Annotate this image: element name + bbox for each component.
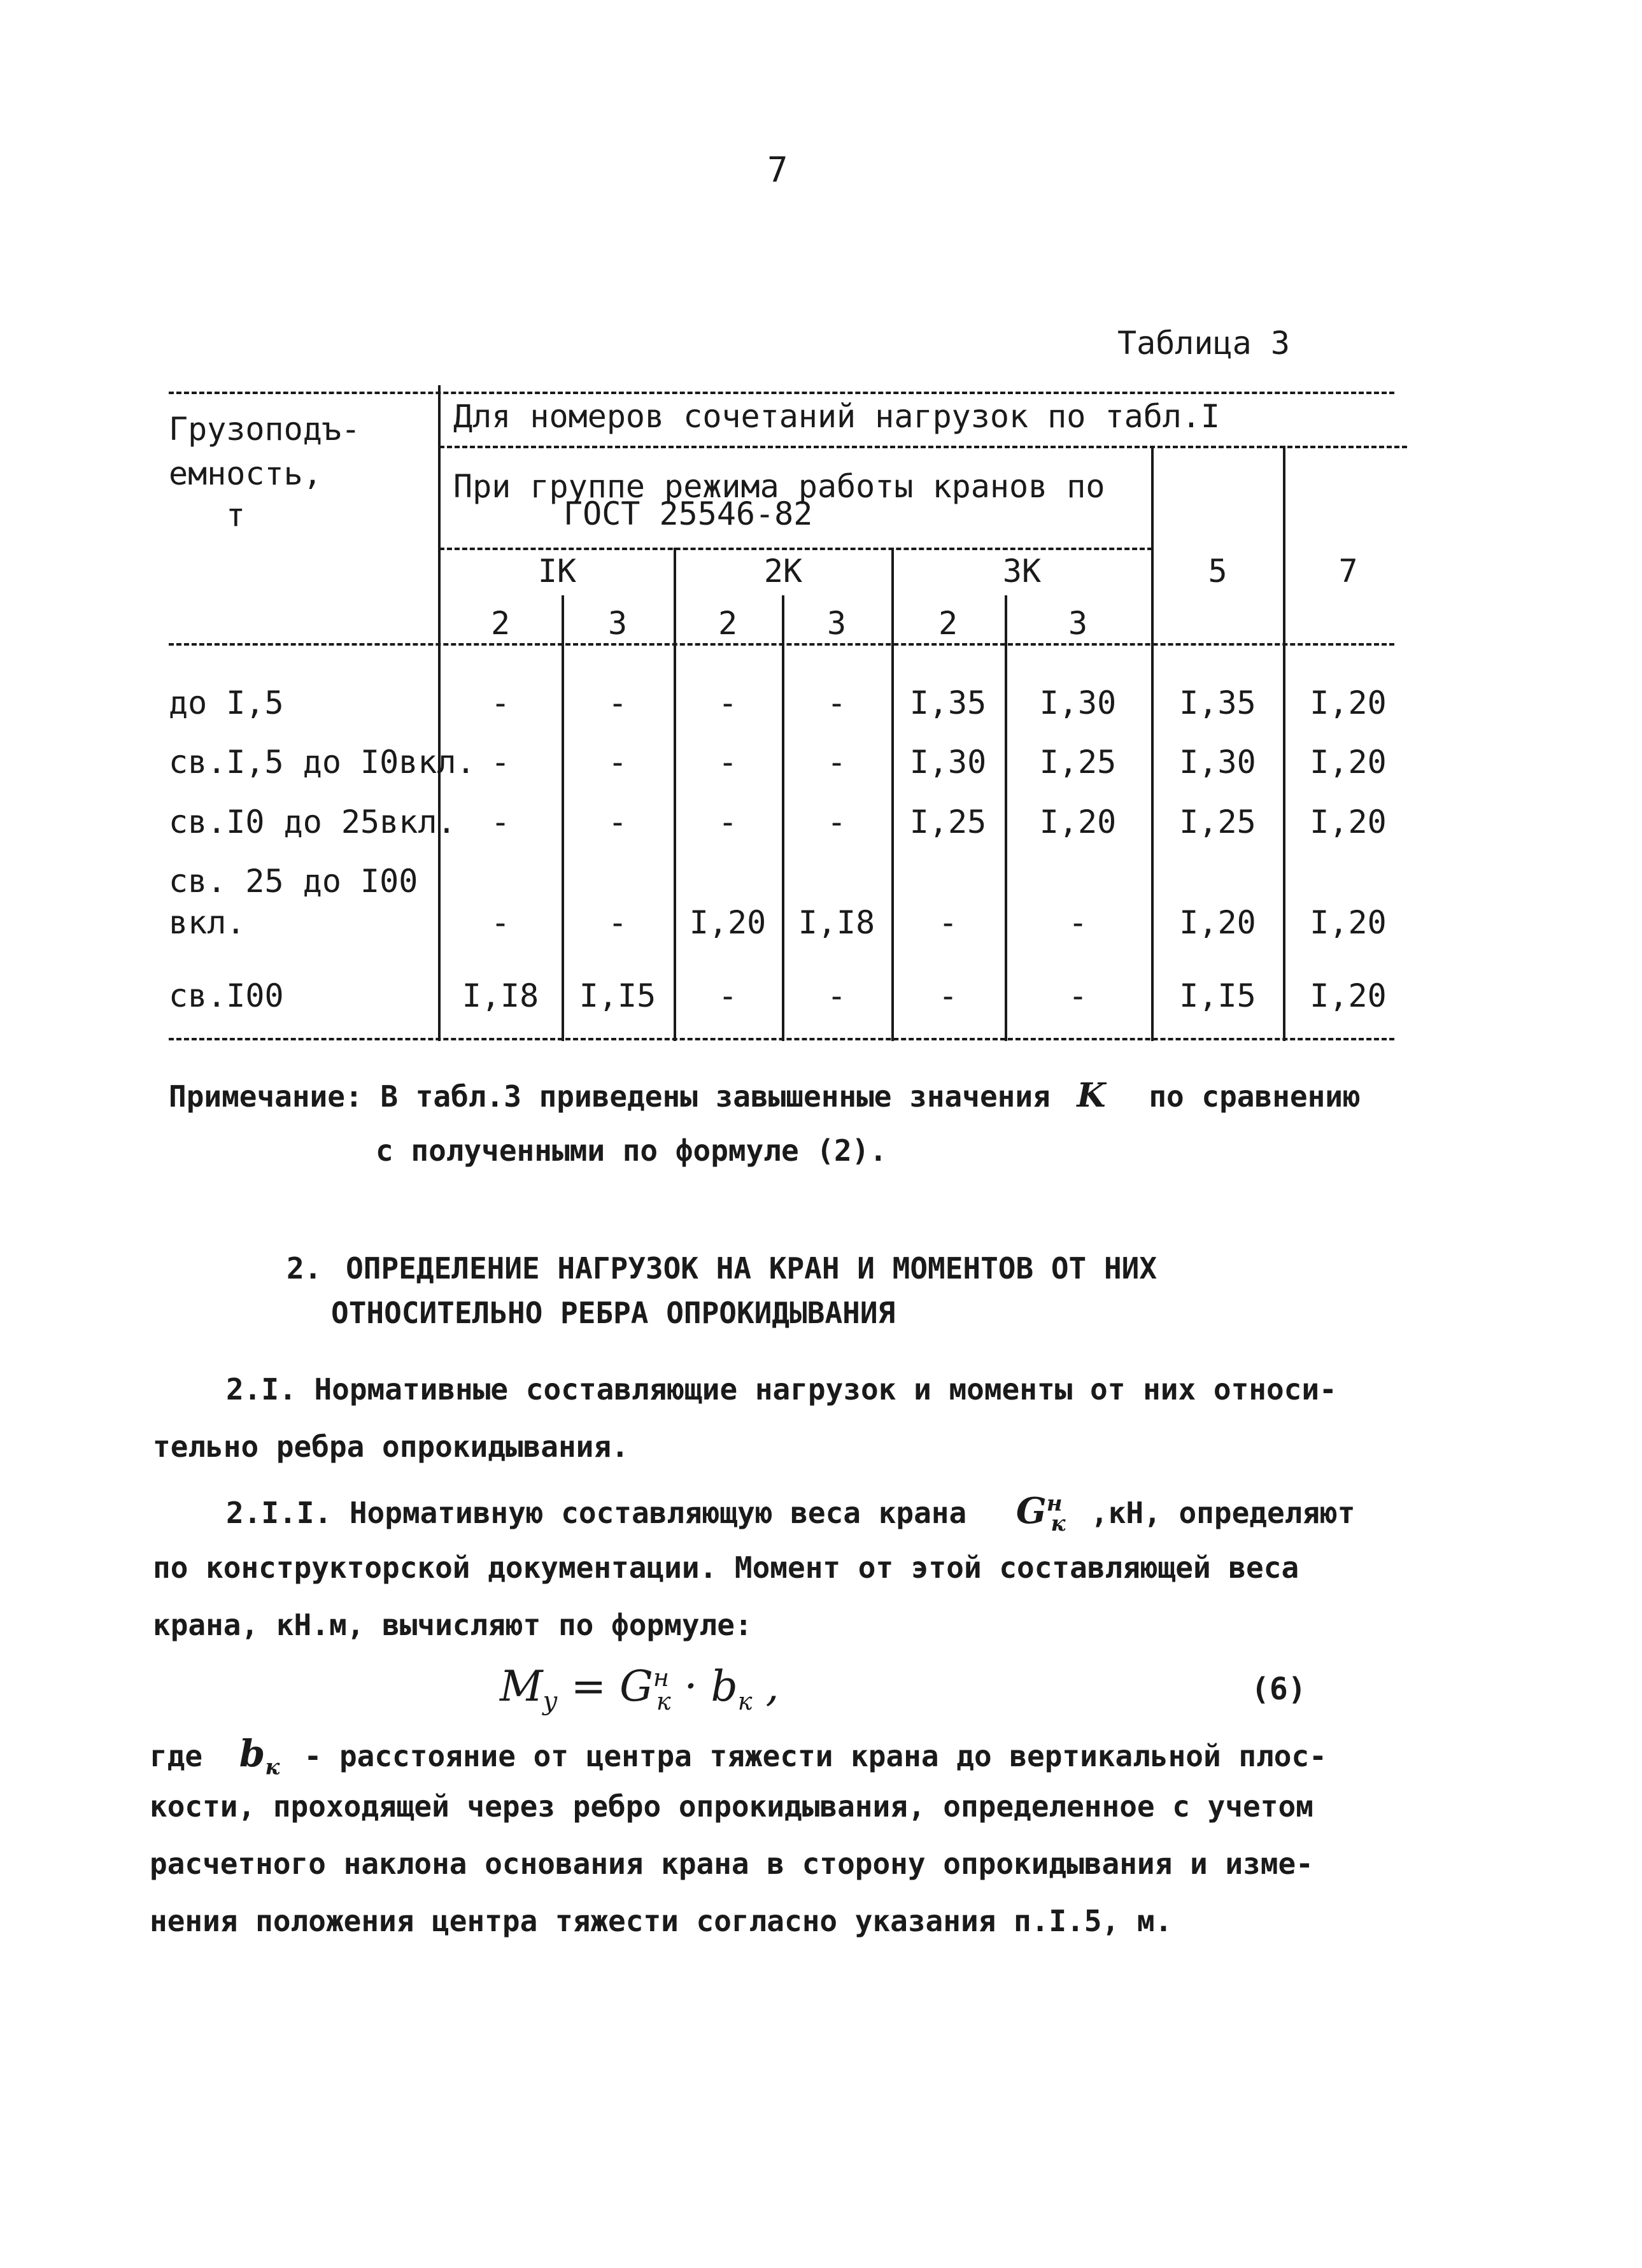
table-cell: I,20 [1310, 977, 1387, 1014]
sub-header: 3 [1068, 605, 1088, 642]
table-cell: - [1068, 904, 1088, 941]
para-2-1-1-line2: по конструкторской документации. Момент от этой составляющей веса [153, 1550, 1299, 1585]
para-text: где [150, 1739, 203, 1773]
section-number: 2. [287, 1251, 322, 1286]
table-cell: I,25 [1039, 744, 1117, 781]
header-group-2: ГОСТ 25546-82 [563, 495, 813, 532]
table-cell: - [607, 684, 628, 721]
table-cell: - [718, 744, 738, 781]
page-number: 7 [767, 150, 788, 190]
para-text: 2.I.I. Нормативную составляющую веса крана [226, 1496, 967, 1530]
sub-header: 2 [938, 605, 958, 642]
table-cell: - [826, 977, 847, 1014]
formula-g: G [619, 1662, 653, 1711]
para-where-line1 [150, 1732, 1327, 1780]
para-where-line3: расчетного наклона основания крана в сторону опрокидывания и изме- [150, 1846, 1313, 1881]
table-cell: - [938, 977, 958, 1014]
row-label: до I,5 [169, 684, 284, 721]
para-where-line4: нения положения центра тяжести согласно указания п.I.5, м. [150, 1904, 1173, 1938]
para-2-1-line2: тельно ребра опрокидывания. [153, 1429, 629, 1464]
symbol-g-sup: н [1046, 1491, 1063, 1517]
table-cell: I,35 [1179, 684, 1256, 721]
rule-under-group [439, 548, 1152, 550]
row-label: св.I0 до 25вкл. [169, 804, 457, 840]
table-cell: I,30 [1039, 684, 1117, 721]
table-cell: I,25 [1179, 804, 1256, 840]
table-cell: I,20 [1310, 744, 1387, 781]
header-g1: IК [537, 553, 577, 590]
row-label: св.I00 [169, 977, 284, 1014]
header-capacity-3: т [226, 497, 246, 534]
table-cell: - [1068, 977, 1088, 1014]
table-cell: I,I8 [798, 904, 875, 941]
header-col7: 7 [1338, 553, 1358, 590]
sub-header: 3 [826, 605, 847, 642]
table-caption: Таблица 3 [1117, 325, 1290, 362]
table-cell: I,I5 [579, 977, 656, 1014]
header-capacity-2: емность, [169, 455, 322, 492]
table-cell: I,20 [1310, 904, 1387, 941]
header-group-1: При группе режима работы кранов по [453, 468, 1105, 505]
table-cell: I,20 [689, 904, 767, 941]
para-2-1-line1: 2.I. Нормативные составляющие нагрузок и моменты от них относи- [226, 1372, 1337, 1407]
formula-g-sub: к [656, 1687, 671, 1716]
para-2-1-1-line3: крана, кН.м, вычисляют по формуле: [153, 1608, 753, 1642]
table-top-rule [169, 392, 1394, 394]
rule-under-combos [439, 446, 1407, 448]
section-title-1: ОПРЕДЕЛЕНИЕ НАГРУЗОК НА КРАН И МОМЕНТОВ ОТ НИХ [346, 1251, 1157, 1286]
table-cell: I,35 [909, 684, 987, 721]
table-cell: - [718, 804, 738, 840]
table-cell: - [490, 904, 511, 941]
table-cell: - [718, 684, 738, 721]
formula-eq: = [570, 1662, 607, 1711]
symbol-g-sub: к [1051, 1511, 1066, 1537]
table-cell: - [607, 744, 628, 781]
formula-lhs: M [500, 1662, 543, 1711]
table-cell: - [718, 977, 738, 1014]
formula-dot: · [684, 1662, 698, 1711]
table-cell: I,20 [1179, 904, 1256, 941]
para-2-1-1-line1 [226, 1490, 1355, 1536]
table-cell: - [826, 684, 847, 721]
symbol-g-base: G [1016, 1490, 1047, 1532]
table-cell: I,30 [1179, 744, 1256, 781]
symbol-b [239, 1732, 293, 1780]
formula-b-sub: к [737, 1687, 753, 1716]
sub-header: 2 [490, 605, 511, 642]
table-cell: - [607, 904, 628, 941]
table-cell: I,20 [1039, 804, 1117, 840]
table-cell: - [826, 804, 847, 840]
formula-number: (6) [1251, 1671, 1306, 1707]
sub-header: 2 [718, 605, 738, 642]
formula-lhs-sub: у [542, 1687, 558, 1717]
section-title-2: ОТНОСИТЕЛЬНО РЕБРА ОПРОКИДЫВАНИЯ [331, 1296, 896, 1330]
table-cell: I,25 [909, 804, 987, 840]
header-col5: 5 [1208, 553, 1228, 590]
symbol-g [1016, 1490, 1078, 1537]
table-cell: - [938, 904, 958, 941]
table-cell: - [826, 744, 847, 781]
table-cell: I,I8 [462, 977, 539, 1014]
table-note-line2: с полученными по формуле (2). [376, 1133, 888, 1168]
header-combos: Для номеров сочетаний нагрузок по табл.I [453, 398, 1221, 435]
note-text: Примечание: В табл.3 приведены завышенные значения [169, 1079, 1051, 1114]
sub-header: 3 [607, 605, 628, 642]
table-cell: I,I5 [1179, 977, 1256, 1014]
table-cell: I,20 [1310, 804, 1387, 840]
table-cell: I,20 [1310, 684, 1387, 721]
table-cell: - [490, 684, 511, 721]
formula-comma: , [765, 1662, 779, 1711]
symbol-b-sub: к [265, 1754, 280, 1780]
formula-b: b [711, 1662, 738, 1711]
para-where-line2: кости, проходящей через ребро опрокидывания, определенное с учетом [150, 1789, 1313, 1824]
formula-g-sup: н [653, 1664, 669, 1692]
table-cell: - [607, 804, 628, 840]
note-text-end: по сравнению [1149, 1079, 1361, 1114]
note-symbol: K [1077, 1076, 1106, 1115]
header-capacity-1: Грузоподъ- [169, 411, 361, 448]
row-label: св.I,5 до I0вкл. [169, 744, 476, 781]
table-cell: - [490, 744, 511, 781]
para-text-end: ,кН, определяют [1091, 1496, 1355, 1530]
header-g2: 2К [763, 553, 803, 590]
section-heading [287, 1251, 1157, 1286]
header-g3: 3К [1002, 553, 1042, 590]
formula-6 [500, 1662, 779, 1716]
row-label: св. 25 до I00 [169, 863, 418, 900]
para-text-end: - расстояние от центра тяжести крана до вертикальной плос- [304, 1739, 1327, 1773]
table-cell: - [490, 804, 511, 840]
symbol-b-base: b [239, 1732, 265, 1775]
row-label-cont: вкл. [169, 904, 246, 941]
table-cell: I,30 [909, 744, 987, 781]
table-note-line1 [169, 1076, 1361, 1115]
